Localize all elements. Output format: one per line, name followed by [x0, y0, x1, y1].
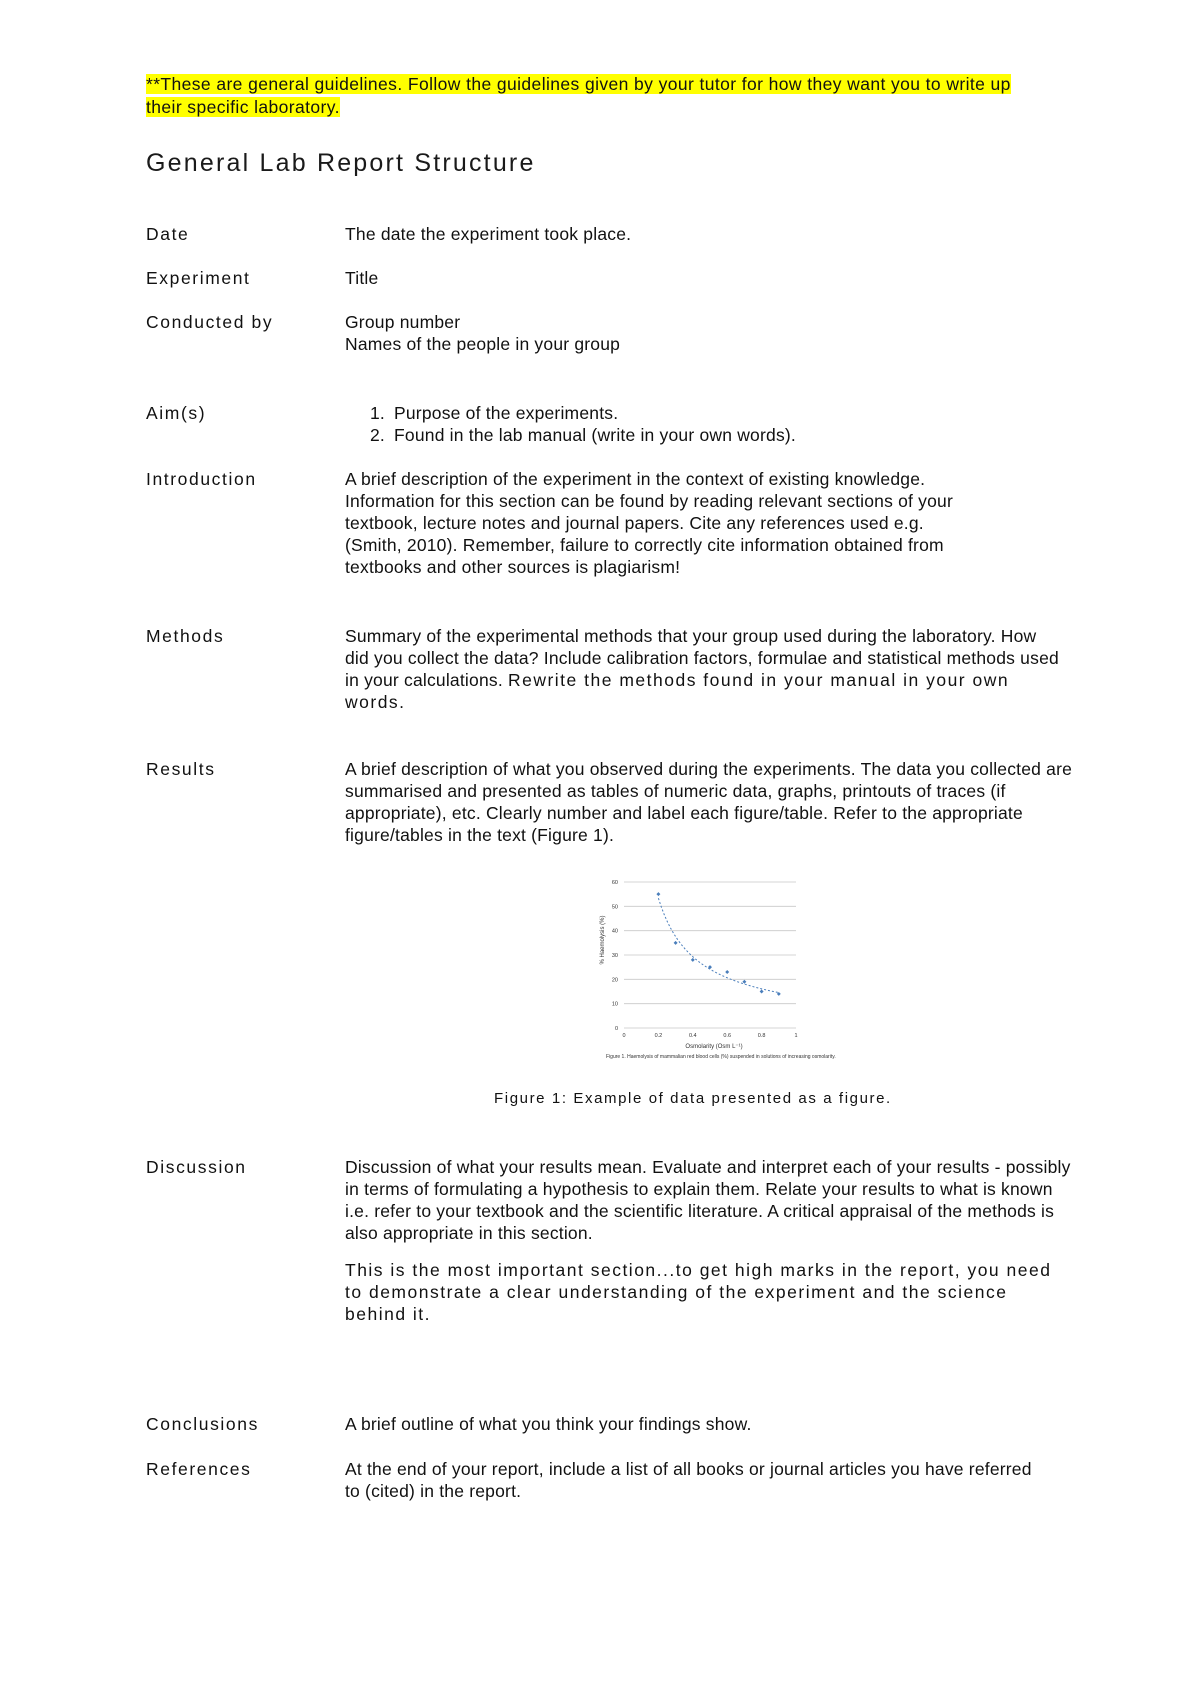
trendline — [658, 898, 778, 992]
x-tick-label: 1 — [794, 1033, 798, 1039]
y-tick-label: 10 — [611, 1001, 618, 1008]
section-label: Experiment — [146, 268, 251, 288]
section-label: Methods — [146, 626, 225, 646]
section-label: Discussion — [146, 1157, 247, 1177]
methods-emphasis: Rewrite the methods found in your manual in your own words. — [345, 670, 1010, 712]
section-label: Aim(s) — [146, 403, 207, 423]
section-content: At the end of your report, include a list of all books or journal articles you have referred to (cited) in the report. — [345, 1459, 1032, 1501]
x-axis-title: Osmolarity (Osm L⁻¹) — [685, 1044, 743, 1050]
data-point — [656, 892, 660, 896]
section-label: Date — [146, 224, 190, 244]
discussion-emphasis: This is the most important section...to get high marks in the report, you need to demonstrate a clear understanding of the experiment and the science behind it. — [345, 1260, 1052, 1324]
y-tick-label: 40 — [611, 928, 618, 935]
y-tick-label: 60 — [611, 880, 618, 886]
section-content: A brief description of the experiment in the context of existing knowledge. Information for this section can be found by reading relevant sections of your textbook, lecture notes and journal papers. Cite any references used e.g. (Smith, 2010). Remember, failure to correctly cite information obtained from textbooks and other sources is plagiarism! — [345, 469, 954, 577]
y-axis-title: % Haemolysis (%) — [600, 915, 606, 965]
section-label: Results — [146, 759, 216, 779]
y-tick-label: 30 — [611, 953, 618, 959]
scatter-chart — [596, 870, 840, 1074]
section-content: Discussion of what your results mean. Evaluate and interpret each of your results - possibly in terms of formulating a hypothesis to explain them. Relate your results to what is known i.e. refer to your textbook and the scientific literature. A critical appraisal of the methods is also appropriate in this section. This is the most important section...to get high marks in the report, you need to demonstrate a clear understanding of the experiment and the science behind it. — [345, 1156, 1075, 1325]
y-tick-label: 50 — [611, 904, 618, 911]
data-point — [760, 990, 764, 994]
x-tick-label: 0.2 — [654, 1033, 663, 1039]
data-point — [691, 958, 695, 962]
section-content: Group number Names of the people in your group — [345, 312, 621, 354]
x-tick-label: 0.6 — [723, 1033, 732, 1039]
section-label: Conclusions — [146, 1414, 259, 1434]
x-tick-label: 0 — [622, 1033, 626, 1039]
data-point — [674, 941, 678, 945]
guideline-note — [146, 73, 1046, 119]
section-content: A brief description of what you observed during the experiments. The data you collected are summarised and presented as tables of numeric data, graphs, printouts of traces (if appropriate), etc. Clearly number and label each figure/table. Refer to the appropriate figure/tables in the text (Figure 1). — [345, 759, 1073, 845]
x-tick-label: 0.8 — [757, 1033, 766, 1039]
results-figure — [596, 870, 840, 1074]
section-content: A brief outline of what you think your findings show. — [345, 1414, 752, 1434]
section-content — [345, 402, 1078, 446]
section-content: Title — [345, 268, 379, 288]
section-content: The date the experiment took place. — [345, 224, 632, 244]
figure-caption: Figure 1: Example of data presented as a figure. — [494, 1090, 892, 1107]
y-tick-label: 20 — [611, 977, 618, 984]
list-item: 2. Found in the lab manual (write in your own words). — [390, 424, 1078, 446]
x-tick-label: 0.4 — [688, 1033, 697, 1039]
figure-note: Figure 1. Haemolysis of mammalian red blood cells (%) suspended in solutions of increasing osmolarity. — [606, 1054, 836, 1060]
section-label: Conducted by — [146, 312, 274, 332]
aims-list — [345, 402, 1078, 446]
list-item: 1. Purpose of the experiments. — [390, 402, 1078, 424]
y-tick-label: 0 — [614, 1026, 618, 1032]
section-content: Summary of the experimental methods that your group used during the laboratory. How did you collect the data? Include calibration factors, formulae and statistical methods used in your calculations. Rewrite the methods found in your manual in your own words. — [345, 626, 1059, 712]
section-label: Introduction — [146, 469, 257, 489]
section-label: References — [146, 1459, 252, 1479]
page-title: General Lab Report Structure — [146, 149, 536, 177]
data-point — [725, 970, 729, 974]
highlighted-note-text: **These are general guidelines. Follow the guidelines given by your tutor for how they want you to write up their specific laboratory. — [146, 74, 1011, 117]
